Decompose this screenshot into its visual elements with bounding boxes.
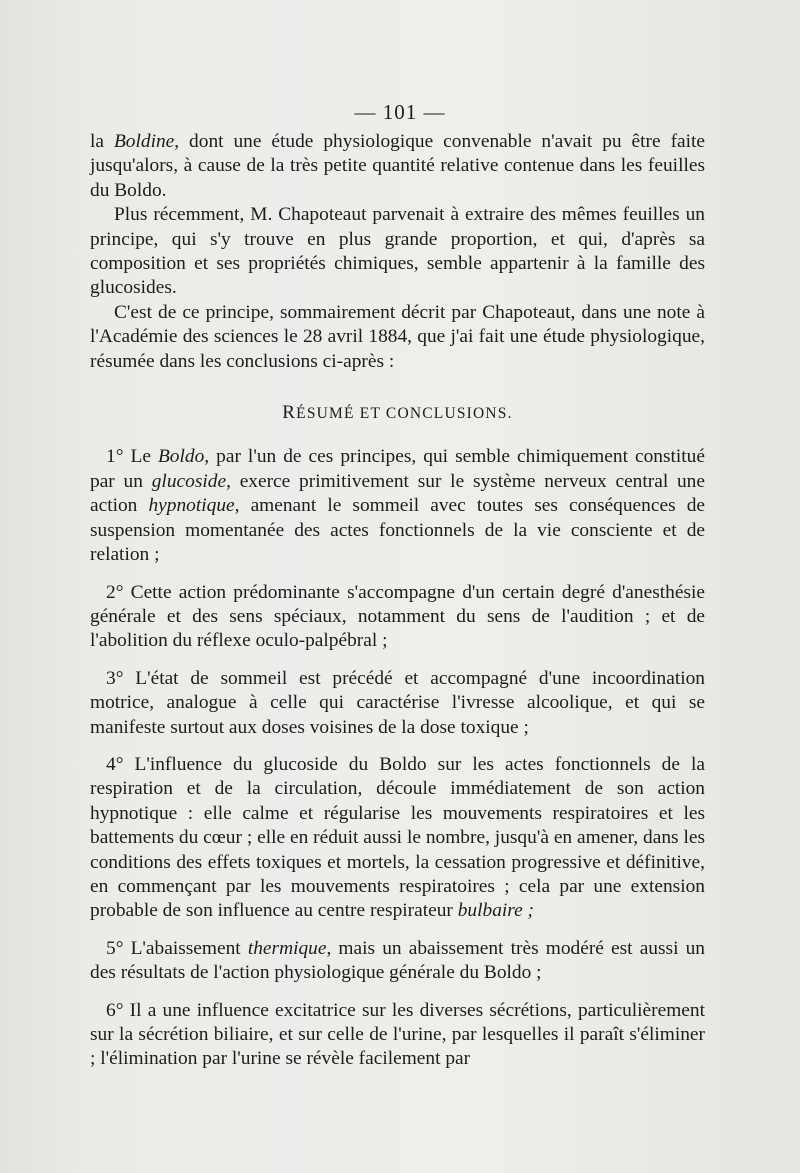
paragraph-boldine: [90, 130, 705, 203]
item-text: 1° Le: [106, 446, 158, 468]
conclusion-item-5: [90, 937, 705, 986]
page-number: — 101 —: [354, 100, 446, 124]
item-text: , exerce primitivement sur le système nerveux central une action: [90, 470, 705, 517]
conclusion-item-3: 3° L'état de sommeil est précédé et accompagné d'une incoordination motrice, analogue à celle qui caractérise l'ivresse alcoolique, et qui se manifeste surtout aux doses voisines de la dose toxique ;: [90, 667, 705, 738]
italic-term: bulbaire ;: [457, 900, 535, 922]
heading-rest: ÉSUMÉ ET CONCLUSIONS.: [296, 405, 513, 423]
conclusion-item-1: [90, 445, 705, 567]
paragraph-principle: C'est de ce principe, sommairement décrit par Chapoteaut, dans une note à l'Académie des sciences le 28 avril 1884, que j'ai fait une étude physiologique, résumée dans les conclusions ci-après :: [90, 301, 705, 372]
paragraph-chapoteaut: Plus récemment, M. Chapoteaut parvenait à extraire des mêmes feuilles un principe, qui s'y trouve en plus grande proportion, et qui, d'après sa composition et ses propriétés chimiques, semble appartenir à la famille des glucosides.: [90, 204, 705, 299]
paragraph-text: , dont une étude physiologique convenable n'avait pu être faite jusqu'alors, à cause de la très petite quantité relative contenue dans les feuilles du Boldo.: [90, 131, 706, 201]
conclusion-item-2: 2° Cette action prédominante s'accompagne d'un certain degré d'anesthésie générale et des sens spéciaux, notamment du sens de l'audition ; et de l'abolition du réflexe oculo-palpébral ;: [90, 581, 705, 652]
conclusion-item-6: 6° Il a une influence excitatrice sur les diverses sécrétions, particulièrement sur la sécrétion biliaire, et sur celle de l'urine, par lesquelles il paraît s'éliminer ; l'élimination par l'urine se révèle facilement par: [90, 999, 705, 1070]
item-text: , amenant le sommeil avec toutes ses conséquences de suspension momentanée des actes fonctionnels de la vie consciente et de relation ;: [90, 495, 705, 566]
body-text: [90, 130, 705, 1072]
item-text: 4° L'influence du glucoside du Boldo sur les actes fonctionnels de la respiration et de la circulation, découle immédiatement de son action hypnotique : elle calme et régularise les mouvements respiratoires et les battements du cœur ; elle en réduit aussi le nombre, jusqu'à en amener, dans les conditions des effets toxiques et mortels, la cessation progressive et définitive, en commençant par les mouvements respiratoires ; cela par une extension probable de son influence au centre respirateur: [90, 753, 705, 922]
italic-term: thermique: [247, 937, 327, 959]
conclusion-item-4: [90, 753, 705, 924]
italic-term: hypnotique: [148, 495, 235, 517]
item-text: 5° L'abaissement: [106, 937, 248, 959]
italic-term: Boldine: [113, 131, 175, 152]
item-text: , mais un abaissement très modéré est aussi un des résultats de l'action physiologique générale du Boldo ;: [90, 937, 706, 984]
italic-term: Boldo: [157, 446, 205, 468]
italic-term: glucoside: [151, 470, 227, 492]
heading-initial: R: [282, 402, 297, 424]
section-heading: [90, 401, 705, 426]
item-text: , par l'un de ces principes, qui semble chimiquement constitué par un: [90, 446, 705, 492]
paragraph-text: la: [90, 131, 114, 152]
